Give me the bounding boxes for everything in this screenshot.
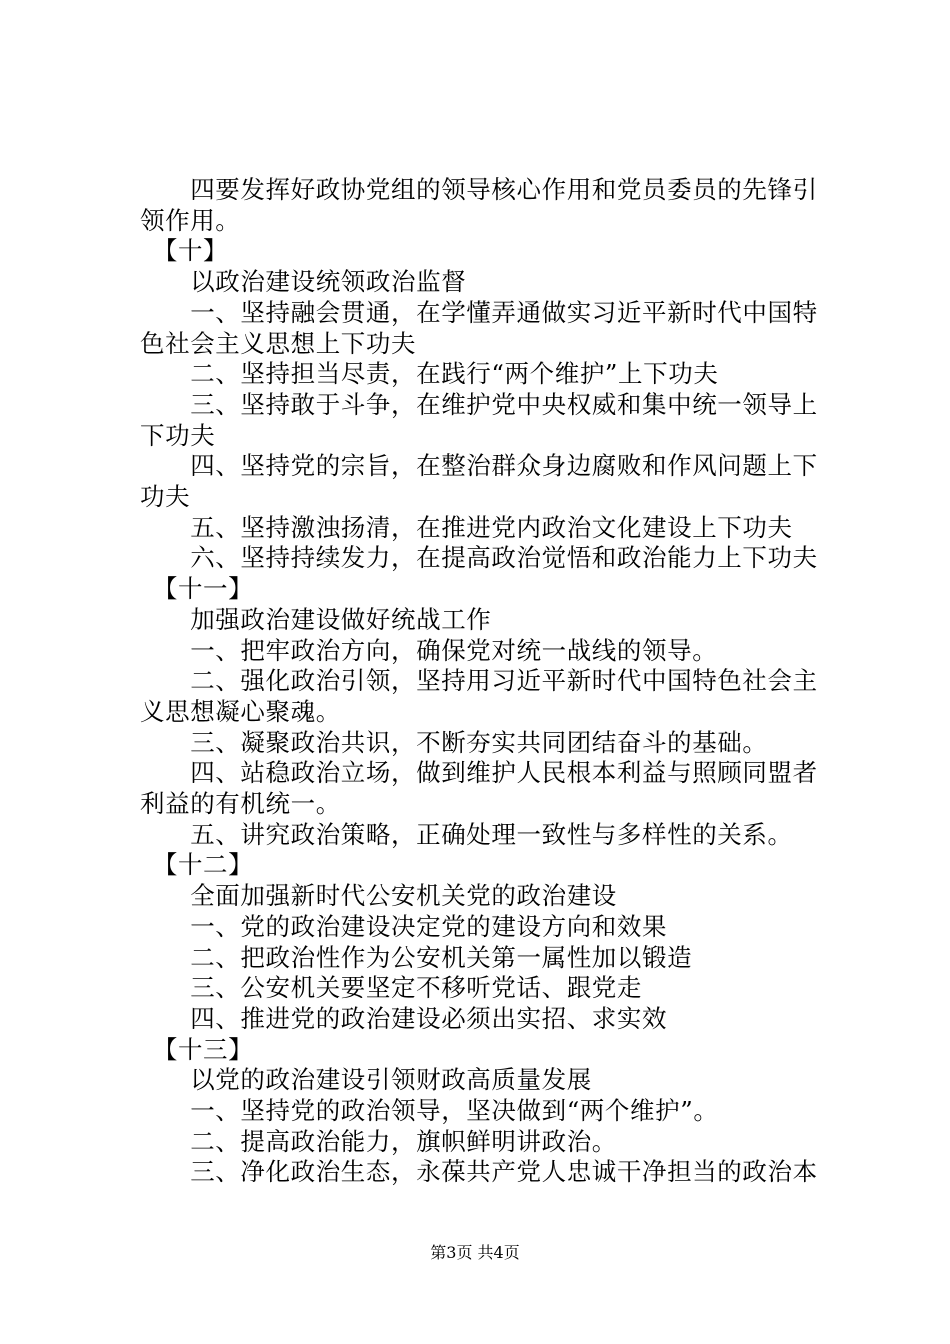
text-line: 三、坚持敢于斗争，在维护党中央权威和集中统一领导上 [140, 389, 818, 419]
text-line: 【十三】 [140, 1034, 254, 1064]
text-line: 四、推进党的政治建设必须出实招、求实效 [140, 1003, 668, 1033]
text-line: 五、坚持激浊扬清，在推进党内政治文化建设上下功夫 [140, 512, 793, 542]
text-line: 二、把政治性作为公安机关第一属性加以锻造 [140, 942, 693, 972]
text-line: 六、坚持持续发力，在提高政治觉悟和政治能力上下功夫 [140, 543, 818, 573]
text-line: 四、站稳政治立场，做到维护人民根本利益与照顾同盟者 [140, 758, 818, 788]
text-line: 四、坚持党的宗旨，在整治群众身边腐败和作风问题上下 [140, 451, 818, 481]
text-line: 以党的政治建设引领财政高质量发展 [140, 1065, 592, 1095]
text-line: 加强政治建设做好统战工作 [140, 604, 492, 634]
text-line: 领作用。 [140, 205, 241, 235]
text-line: 【十二】 [140, 850, 254, 880]
page-footer: 第3页 共4页 [430, 1243, 520, 1262]
text-line: 利益的有机统一。 [140, 789, 341, 818]
text-line: 全面加强新时代公安机关党的政治建设 [140, 881, 617, 911]
text-line: 下功夫 [140, 420, 216, 450]
text-line: 一、党的政治建设决定党的建设方向和效果 [140, 911, 668, 941]
text-line: 三、净化政治生态，永葆共产党人忠诚干净担当的政治本 [140, 1157, 818, 1187]
text-line: 二、强化政治引领，坚持用习近平新时代中国特色社会主 [140, 666, 818, 696]
text-line: 三、公安机关要坚定不移听党话、跟党走 [140, 973, 642, 1003]
text-line: 色社会主义思想上下功夫 [140, 328, 417, 358]
text-line: 一、把牢政治方向，确保党对统一战线的领导。 [140, 635, 718, 665]
text-line: 一、坚持党的政治领导，坚决做到“两个维护”。 [140, 1096, 719, 1125]
text-line: 三、凝聚政治共识，不断夯实共同团结奋斗的基础。 [140, 727, 768, 757]
text-line: 二、提高政治能力，旗帜鲜明讲政治。 [140, 1126, 617, 1156]
text-line: 五、讲究政治策略，正确处理一致性与多样性的关系。 [140, 819, 793, 849]
text-line: 【十一】 [140, 574, 254, 604]
text-line: 功夫 [140, 482, 191, 511]
text-line: 以政治建设统领政治监督 [140, 267, 467, 297]
text-line: 义思想凝心聚魂。 [140, 696, 341, 726]
text-line: 四要发挥好政协党组的领导核心作用和党员委员的先锋引 [140, 175, 818, 204]
text-line: 【十】 [140, 236, 229, 266]
text-line: 一、坚持融会贯通，在学懂弄通做实习近平新时代中国特 [140, 297, 818, 327]
text-line: 二、坚持担当尽责，在践行“两个维护”上下功夫 [140, 359, 719, 389]
